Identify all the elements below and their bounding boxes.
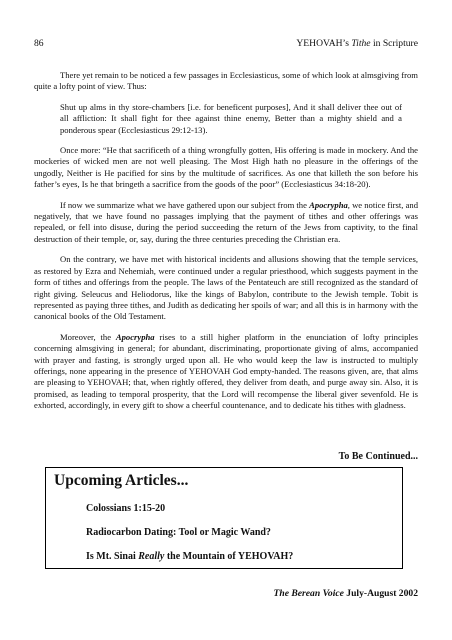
paragraph-3-part-a: If now we summarize what we have gathered upon our subject from the (60, 199, 310, 210)
paragraph-5-part-a: Moreover, the (60, 331, 116, 342)
page-footer (274, 588, 418, 599)
block-quote: Shut up alms in thy store-chambers [i.e. for beneficent purposes], And it shall deliver thee out of all affliction: It shall fight for thee against thine enemy, Better than a mighty shield and a ponderous spear (Ecclesiasticus 29:12-13). (60, 101, 402, 135)
page-number: 86 (34, 38, 44, 49)
paragraph-1: There yet remain to be noticed a few passages in Ecclesiasticus, some of which look at almsgiving from quite a lofty point of view. Thus: (34, 70, 418, 92)
upcoming-articles-title: Upcoming Articles... (54, 472, 189, 489)
article-body (34, 70, 418, 421)
paragraph-5-part-b: rises to a still higher platform in the enunciation of lofty principles concerning almsgiving in general; for abundant, discriminating, proportionate giving of alms, accompanied with prayer and fasting, is strongly urged upon all. He who would keep the law is instructed to multiply offerings, none appearing in the presence of YEHOVAH God empty-handed. The reasons given, are, that alms are pleasing to YEHOVAH; that, when rightly offered, they deliver from death, and purge away sin. Also, it is promised, as leading to temporal prosperity, that the Lord will recompense the liberal giver sevenfold. He is exhorted, accordingly, in every gift to show a cheerful countenance, and to dedicate his tithes with gladness. (34, 331, 418, 411)
upcoming-article-3 (86, 551, 293, 563)
publication-name: The Berean Voice (273, 588, 344, 599)
running-title-rest: in Scripture (370, 38, 418, 49)
upcoming-article-1: Colossians 1:15-20 (86, 503, 166, 514)
paragraph-3 (34, 200, 418, 246)
paragraph-4: On the contrary, we have met with historical incidents and allusions showing that the temple services, as restored by Ezra and Nehemiah, were continued under a regular priesthood, which suggests payment in the form of tithes and offerings from the people. The laws of the Pentateuch are still recognized as the standard of right giving. Seleucus and Heliodorus, like the kings of Babylon, contribute to the Jewish temple. Tobit is represented as paying three tithes, and Judith as dedicating her spoils of war; and all this is in harmony with the canonical books of the Old Testament. (34, 254, 418, 322)
upcoming-article-3-part-b: the Mountain of YEHOVAH? (164, 551, 294, 562)
really-emphasis: Really (138, 551, 165, 562)
upcoming-article-2: Radiocarbon Dating: Tool or Magic Wand? (86, 527, 271, 538)
paragraph-5 (34, 332, 418, 412)
paragraph-2: Once more: “He that sacrificeth of a thing wrongfully gotten, His offering is made in mockery. And the mockeries of wicked men are not well pleasing. The Most High hath no pleasure in the offerings of the ungodly, Neither is He pacified for sins by the multitude of sacrifices. As one that killeth the son before his father’s eyes, Is he that bringeth a sacrifice from the goods of the poor” (Ecclesiasticus 34:18-20). (34, 145, 418, 190)
issue-date: July-August 2002 (343, 588, 418, 599)
running-title-tithe: Tithe (351, 38, 371, 49)
to-be-continued: To Be Continued... (338, 451, 418, 462)
upcoming-articles-box (45, 467, 403, 569)
apocrypha-emphasis: Apocrypha (309, 199, 348, 210)
running-title-yehovah: YEHOVAH’s (296, 38, 352, 49)
page-header (34, 38, 418, 50)
paragraph-3-part-b: , we notice first, and negatively, that we have found no passages implying that the payment of tithes and other offerings was repealed, or fell into disuse, during the period succeeding the return of the Jews from captivity, to the final destruction of their temple, or, say, during the three centuries preceding the Christian era. (34, 199, 418, 244)
running-title (296, 38, 418, 50)
apocrypha-emphasis: Apocrypha (115, 331, 155, 342)
upcoming-article-3-part-a: Is Mt. Sinai (86, 551, 139, 562)
